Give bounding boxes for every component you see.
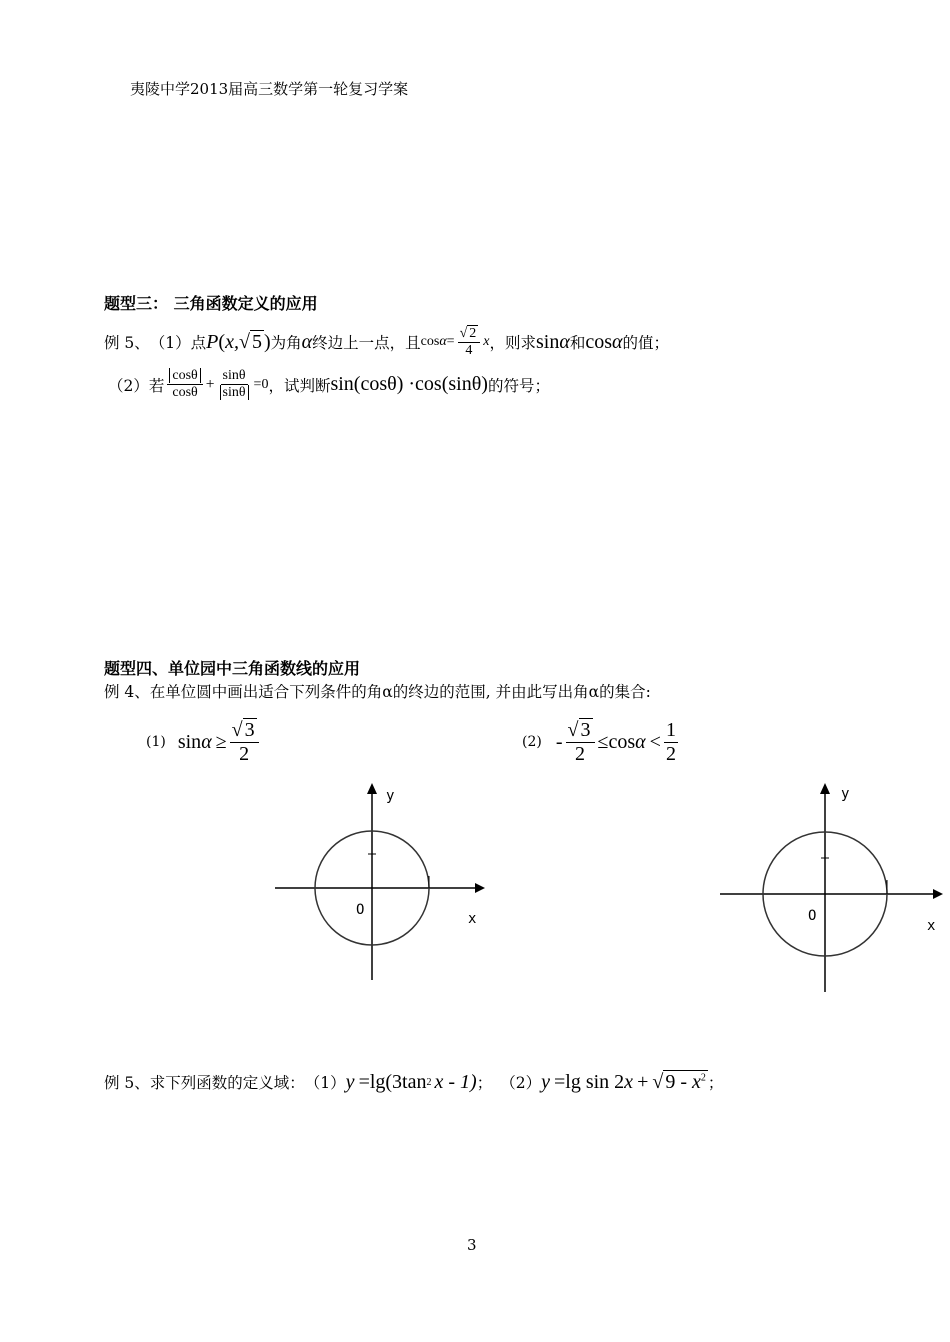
y-axis-label: y	[841, 786, 850, 802]
y-axis-label: y	[386, 788, 395, 804]
fraction-root3-over-2: √ 3 2	[230, 718, 259, 766]
sqrt-9-minus-x2: √ $9 - x^2$	[652, 1071, 706, 1093]
fraction-abs-cos-over-cos: $\frac{\cos\theta}{\cos\theta}$	[167, 368, 202, 401]
unit-circle-diagram-1	[270, 780, 500, 990]
origin-label: O	[356, 902, 365, 918]
expr-sin-cos: sin(cosθ) ·cos(sinθ)	[330, 373, 488, 396]
x-axis-arrow	[475, 883, 485, 893]
fraction-root3-over-2-b: √ 3 2	[566, 718, 595, 766]
section-3-heading: 题型三： 三角函数定义的应用	[104, 294, 318, 313]
fraction-1-over-2: $\frac{1}{2}$	[665, 718, 676, 765]
fraction-root2-over-4: √ 2 4	[458, 325, 481, 359]
y-axis-arrow	[820, 783, 830, 794]
origin-label: O	[808, 908, 817, 924]
example-5-part-1: 例 5、 （1）点 P ( x, √ 5 ) 为角 α 终边上一点，且 cos α = √ 2 4 x ，则求 sin α 和 cos α 的值；	[104, 326, 670, 359]
unit-circle-diagram-2	[715, 780, 947, 995]
example-5-part-2: （2）若 $\frac{\cos\theta}{\cos\theta}$ + $\frac{\sin\theta}{\sin\theta}$ =0 ，试判断 sin(cosθ) ·cos(sinθ) 的符号；	[108, 368, 550, 401]
x-axis-arrow	[933, 889, 943, 899]
example-4-text: 例 4、在单位圆中画出适合下列条件的角α的终边的范围, 并由此写出角α的集合:	[104, 683, 651, 701]
x-axis-label: x	[927, 918, 936, 934]
x-axis-label: x	[468, 911, 477, 927]
y-axis-arrow	[367, 783, 377, 794]
sqrt-5: √ 5	[238, 331, 262, 354]
page-header: 夷陵中学2013届高三数学第一轮复习学案	[130, 80, 409, 98]
fraction-sin-over-abs-sin: $\frac{\sin\theta}{\sin\theta}$	[218, 368, 251, 401]
condition-2: (2) - √ 3 2 ≤ cos α < $\frac{1}{2}$	[522, 718, 676, 765]
ex5-label: 例 5、	[104, 334, 150, 353]
condition-1: (1) sin α ≥ √ 3 2	[146, 718, 262, 766]
page-number: 3	[467, 1236, 477, 1254]
example-5-domain: 例 5、求下列函数的定义域： （1） y =lg(3tan 2 x - 1) ； （2） y =lg sin 2 x + √ $9 - x^2$ ；	[104, 1070, 724, 1093]
section-4-heading: 题型四、单位园中三角函数线的应用	[104, 659, 361, 678]
